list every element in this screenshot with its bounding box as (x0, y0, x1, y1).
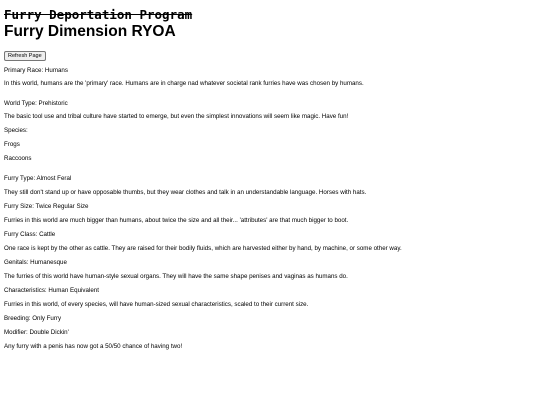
furry-size-description: Furries in this world are much bigger than humans, about twice the size and all their... 'attributes' are that much bigger to boot. (4, 217, 349, 224)
genitals: Genitals: Humanesque (4, 259, 67, 266)
page-title: Furry Dimension RYOA (4, 23, 176, 40)
primary-race: Primary Race: Humans (4, 67, 68, 74)
breeding: Breeding: Only Furry (4, 315, 62, 322)
species-item: Frogs (4, 141, 20, 148)
modifier-description: Any furry with a penis has now got a 50/50 chance of having two! (4, 343, 183, 350)
world-type: World Type: Prehistoric (4, 100, 68, 107)
furry-type: Furry Type: Almost Feral (4, 175, 72, 182)
furry-class-description: One race is kept by the other as cattle. They are raised for their bodily fluids, which are harvested either by hand, by machine, or some other way. (4, 245, 402, 252)
characteristics: Characteristics: Human Equivalent (4, 287, 99, 294)
furry-type-description: They still don't stand up or have opposable thumbs, but they wear clothes and talk in an understandable language. Horses with hats. (4, 189, 367, 196)
species-item: Raccoons (4, 155, 32, 162)
furry-class: Furry Class: Cattle (4, 231, 56, 238)
struck-title: Furry Deportation Program (4, 7, 193, 22)
refresh-page-button[interactable]: Refresh Page (4, 51, 46, 61)
genitals-description: The furries of this world have human-style sexual organs. They will have the same shape penises and vaginas as humans do. (4, 273, 348, 280)
world-type-description: The basic tool use and tribal culture have started to emerge, but even the simplest innovations will seem like magic. Have fun! (4, 113, 349, 120)
furry-size: Furry Size: Twice Regular Size (4, 203, 89, 210)
characteristics-description: Furries in this world, of every species, will have human-sized sexual characteristics, scaled to their current size. (4, 301, 309, 308)
species-heading: Species: (4, 127, 28, 134)
primary-race-description: In this world, humans are the 'primary' race. Humans are in charge nad whatever societal rank furries have was chosen by humans. (4, 80, 364, 87)
modifier: Modifier: Double Dickin' (4, 329, 69, 336)
